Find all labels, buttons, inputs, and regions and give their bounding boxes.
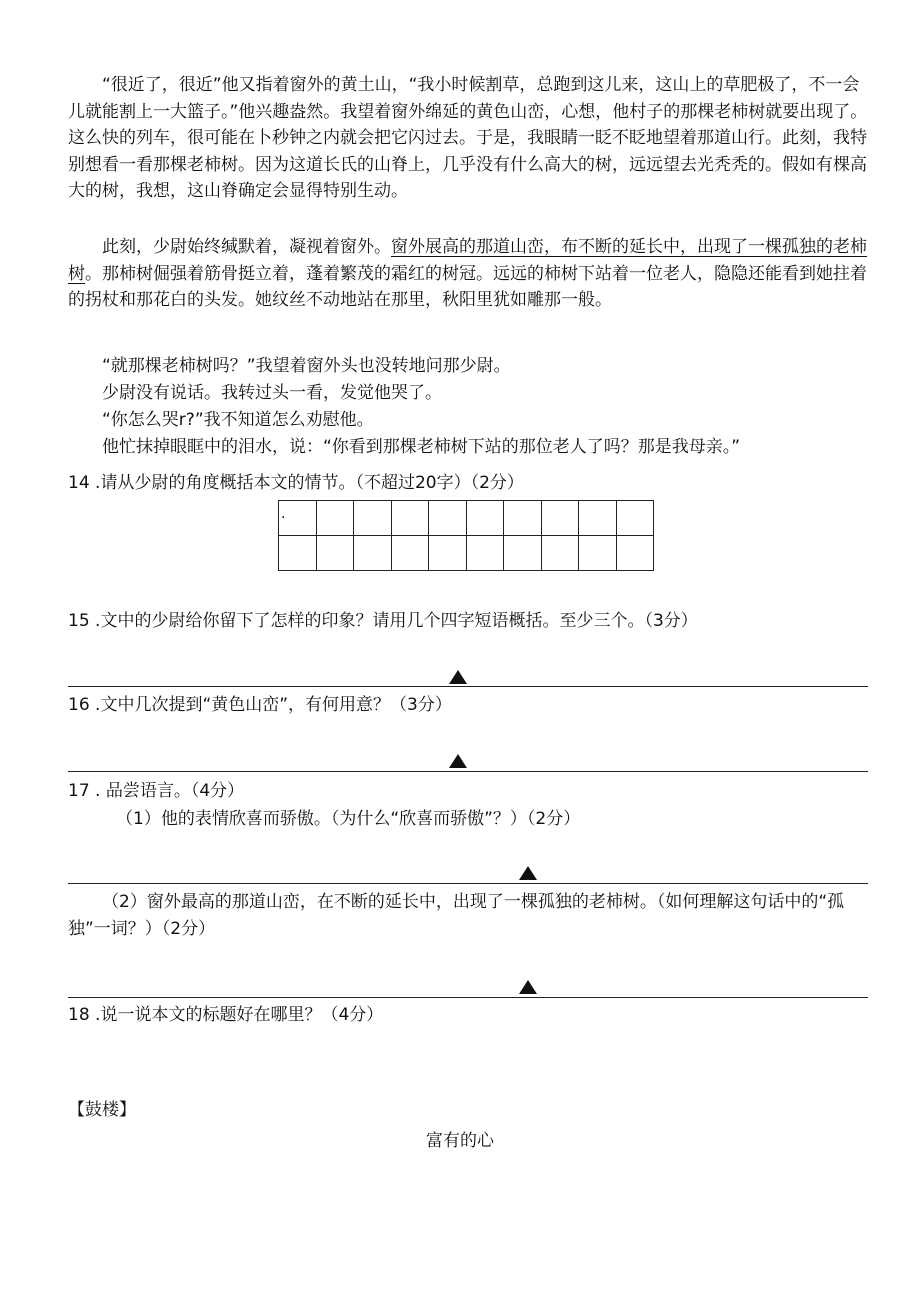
grid-cell[interactable] <box>391 501 429 536</box>
story-paragraph-1: “很近了，很近”他又指着窗外的黄土山，“我小时候割草，总跑到这儿来，这山上的草肥极了，不一会儿就能割上一大篮子。”他兴趣盎然。我望着窗外绵延的黄色山峦，心想，他村子的那棵老柿树就要出现了。这么快的列车，很可能在卜秒钟之内就会把它闪过去。于是，我眼睛一眨不眨地望着那道山行。此刻，我特别想看一看那棵老柿树。因为这道长氏的山脊上，几乎没有什么高大的树，远远望去光秃秃的。假如有棵高大的树，我想，这山脊确定会显得特别生动。 <box>68 75 868 201</box>
grid-mark: · <box>281 510 286 526</box>
question-14: 14 .请从少尉的角度概括本文的情节。（不超过20字）（2分） <box>68 473 524 493</box>
grid-cell[interactable] <box>279 501 317 536</box>
answer-grid[interactable] <box>278 500 654 571</box>
grid-cell[interactable] <box>579 501 617 536</box>
answer-line[interactable] <box>68 883 868 884</box>
grid-cell[interactable] <box>391 536 429 571</box>
grid-cell[interactable] <box>504 501 542 536</box>
answer-marker-icon <box>519 866 537 880</box>
answer-marker-icon <box>449 754 467 768</box>
question-15: 15 .文中的少尉给你留下了怎样的印象？请用几个四字短语概括。至少三个。（3分） <box>68 611 698 631</box>
section-label: 【鼓楼】 <box>68 1100 136 1120</box>
grid-cell[interactable] <box>541 536 579 571</box>
answer-marker-icon <box>449 670 467 684</box>
answer-marker-icon <box>519 980 537 994</box>
grid-cell[interactable] <box>466 536 504 571</box>
story-paragraph-4: 少尉没有说话。我转过头一看，发觉他哭了。 <box>102 383 442 403</box>
grid-cell[interactable] <box>316 501 354 536</box>
grid-cell[interactable] <box>429 501 467 536</box>
grid-cell[interactable] <box>579 536 617 571</box>
grid-cell[interactable] <box>541 501 579 536</box>
story-paragraph-6: 他忙抹掉眼眶中的泪水，说：“你看到那棵老柿树下站的那位老人了吗？那是我母亲。” <box>102 437 741 457</box>
grid-cell[interactable] <box>354 536 392 571</box>
story-paragraph-5: “你怎么哭r?”我不知道怎么劝慰他。 <box>102 410 374 430</box>
grid-cell[interactable] <box>504 536 542 571</box>
paragraph-2-lead: 此刻，少尉始终缄默着，凝视着窗外。 <box>102 237 391 257</box>
question-18: 18 .说一说本文的标题好在哪里？（4分） <box>68 1005 384 1025</box>
grid-cell[interactable] <box>616 536 654 571</box>
question-17-part-1: （1）他的表情欣喜而骄傲。（为什么“欣喜而骄傲”？）（2分） <box>116 809 581 829</box>
answer-line[interactable] <box>68 997 868 998</box>
answer-line[interactable] <box>68 686 868 687</box>
story-paragraph-2 <box>68 234 868 314</box>
grid-cell[interactable] <box>616 501 654 536</box>
question-17-part-2: （2）窗外最高的那道山峦，在不断的延长中，出现了一棵孤独的老柿树。（如何理解这句话中的“孤独”一词？）（2分） <box>68 892 845 939</box>
story-paragraph-3: “就那棵老柿树吗？”我望着窗外头也没转地问那少尉。 <box>102 356 511 376</box>
grid-cell[interactable] <box>316 536 354 571</box>
question-16: 16 .文中几次提到“黄色山峦”，有何用意？（3分） <box>68 695 452 715</box>
grid-cell[interactable] <box>466 501 504 536</box>
question-17: 17 . 品尝语言。（4分） <box>68 781 245 801</box>
grid-cell[interactable] <box>279 536 317 571</box>
grid-cell[interactable] <box>429 536 467 571</box>
article-title: 富有的心 <box>426 1131 494 1151</box>
paragraph-2-rest: 。那柿树倔强着筋骨挺立着，蓬着繁茂的霜红的树冠。远远的柿树下站着一位老人，隐隐还能看到她拄着的拐杖和那花白的头发。她纹丝不动地站在那里，秋阳里犹如雕那一般。 <box>68 263 867 310</box>
grid-cell[interactable] <box>354 501 392 536</box>
answer-line[interactable] <box>68 771 868 772</box>
underlined-sentence: 窗外展高的那道山峦，布不断的延长中，出现了一棵孤独的老柿树 <box>68 237 867 284</box>
